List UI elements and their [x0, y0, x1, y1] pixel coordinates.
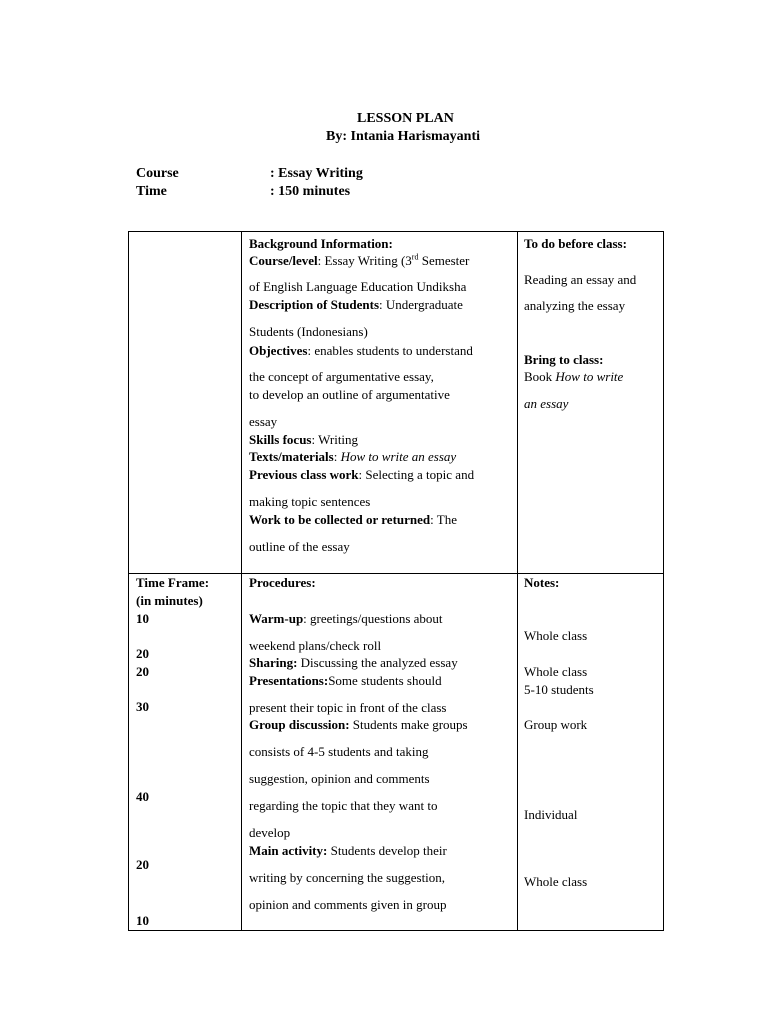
bring-heading: Bring to class: — [524, 352, 604, 367]
warmup-cont: weekend plans/check roll — [249, 638, 382, 653]
skills-line — [249, 432, 358, 448]
objectives-label: Objectives — [249, 343, 308, 358]
course-level-value-b: Semester — [418, 253, 470, 268]
group-cont-2: suggestion, opinion and comments — [249, 771, 430, 786]
group-value: Students make groups — [349, 717, 468, 732]
timeframe-value: 40 — [136, 789, 149, 804]
warmup-label: Warm-up — [249, 611, 304, 626]
procedures-heading: Procedures: — [249, 575, 316, 590]
prev-label: Previous class work — [249, 467, 359, 482]
time-label: Time — [136, 184, 167, 199]
course-level-label: Course/level — [249, 253, 318, 268]
page-title: LESSON PLAN — [357, 111, 454, 126]
timeframe-value: 20 — [136, 857, 149, 872]
timeframe-value: 10 — [136, 611, 149, 626]
skills-label: Skills focus — [249, 432, 312, 447]
texts-sep: : — [333, 449, 341, 464]
course-level-sup: rd — [411, 252, 419, 262]
group-cont-4: develop — [249, 825, 291, 840]
timeframe-heading-1: Time Frame: — [136, 575, 210, 590]
prev-cont: making topic sentences — [249, 494, 371, 509]
objectives-cont-1: the concept of argumentative essay, — [249, 369, 434, 384]
presentations-label: Presentations: — [249, 673, 329, 688]
todo-line-2: analyzing the essay — [524, 298, 626, 313]
students-label: Description of Students — [249, 297, 380, 312]
objectives-cont-2: to develop an outline of argumentative — [249, 387, 450, 402]
notes-heading: Notes: — [524, 575, 560, 590]
objectives-value: : enables students to understand — [307, 343, 473, 358]
prev-value: : Selecting a topic and — [358, 467, 475, 482]
timeframe-heading-2: (in minutes) — [136, 593, 203, 608]
group-label: Group discussion: — [249, 717, 350, 732]
group-line — [249, 717, 468, 733]
presentations-value: Some students should — [328, 673, 442, 688]
students-cont: Students (Indonesians) — [249, 324, 368, 339]
group-cont-3: regarding the topic that they want to — [249, 798, 438, 813]
warmup-value: : greetings/questions about — [303, 611, 443, 626]
work-cont: outline of the essay — [249, 539, 350, 554]
book-title-1: How to write — [555, 369, 624, 384]
sharing-label: Sharing: — [249, 655, 298, 670]
book-title-2: an essay — [524, 396, 569, 411]
note-item: Whole class — [524, 874, 588, 889]
course-label: Course — [136, 166, 179, 181]
group-cont-1: consists of 4-5 students and taking — [249, 744, 429, 759]
book-line — [524, 369, 623, 385]
course-value: : Essay Writing — [270, 166, 363, 181]
objectives-cont-3: essay — [249, 414, 278, 429]
sharing-value: Discussing the analyzed essay — [297, 655, 458, 670]
background-heading: Background Information: — [249, 236, 393, 251]
work-label: Work to be collected or returned — [249, 512, 431, 527]
timeframe-value: 10 — [136, 913, 149, 928]
skills-value: : Writing — [311, 432, 359, 447]
main-cont-2: opinion and comments given in group — [249, 897, 447, 912]
work-line — [249, 512, 457, 528]
todo-line-1: Reading an essay and — [524, 272, 637, 287]
main-cont-1: writing by concerning the suggestion, — [249, 870, 446, 885]
main-line — [249, 843, 447, 859]
objectives-line — [249, 343, 473, 359]
warmup-line — [249, 611, 443, 627]
sharing-line — [249, 655, 458, 671]
book-label: Book — [524, 369, 556, 384]
texts-value: How to write an essay — [340, 449, 457, 464]
presentations-line — [249, 673, 442, 689]
time-value: : 150 minutes — [270, 184, 351, 199]
note-item: Individual — [524, 807, 578, 822]
main-label: Main activity: — [249, 843, 328, 858]
table-cell-empty — [128, 231, 242, 574]
course-level-line — [249, 253, 469, 269]
note-item: 5-10 students — [524, 682, 594, 697]
timeframe-value: 30 — [136, 699, 149, 714]
author-line: By: Intania Harismayanti — [326, 129, 481, 144]
timeframe-value: 20 — [136, 646, 149, 661]
course-level-value: : Essay Writing (3 — [317, 253, 412, 268]
students-line — [249, 297, 463, 313]
main-value: Students develop their — [327, 843, 447, 858]
texts-line — [249, 449, 456, 465]
note-item: Group work — [524, 717, 588, 732]
timeframe-value: 20 — [136, 664, 149, 679]
students-value: : Undergraduate — [379, 297, 463, 312]
note-item: Whole class — [524, 664, 588, 679]
work-value: : The — [430, 512, 457, 527]
texts-label: Texts/materials — [249, 449, 334, 464]
course-level-cont: of English Language Education Undiksha — [249, 279, 467, 294]
todo-heading: To do before class: — [524, 236, 627, 251]
presentations-cont: present their topic in front of the class — [249, 700, 447, 715]
note-item: Whole class — [524, 628, 588, 643]
prev-line — [249, 467, 474, 483]
